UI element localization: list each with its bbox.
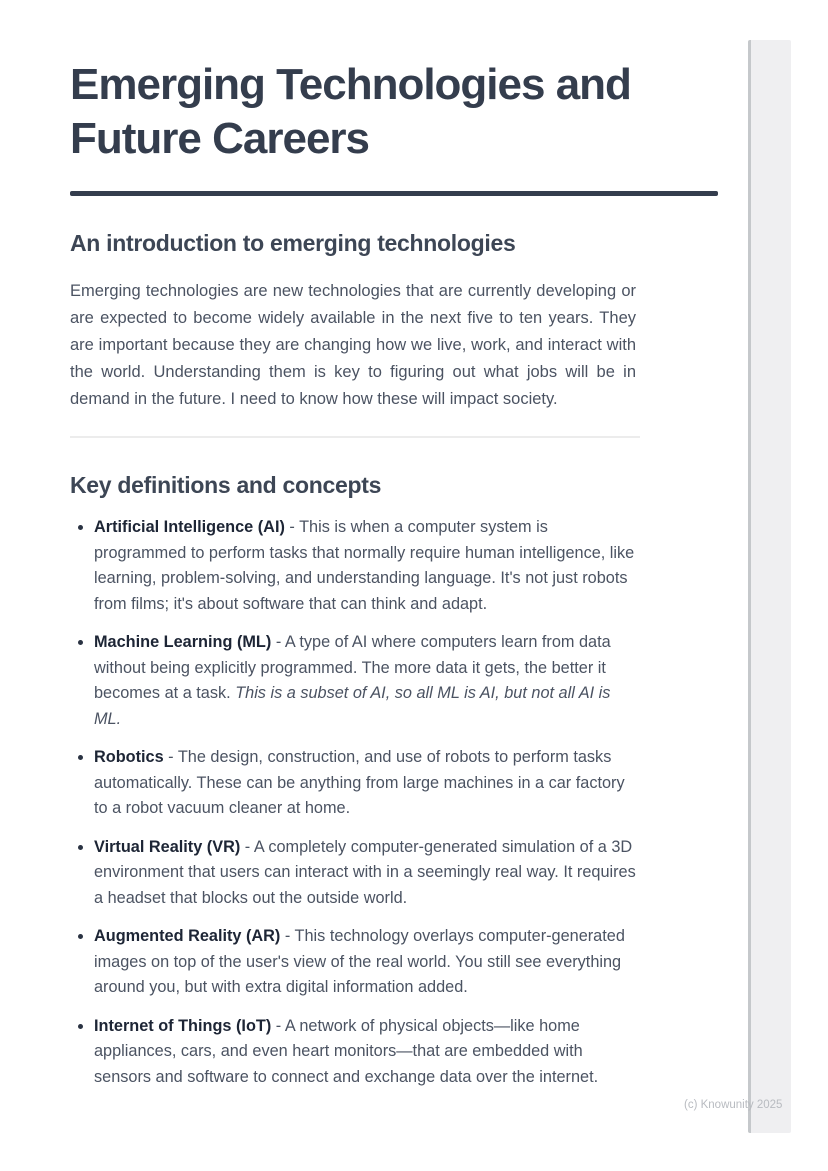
section-divider (70, 436, 640, 438)
introduction-paragraph: Emerging technologies are new technologies that are currently developing or are expected to become widely available in the next five to ten years. They are important because they are changing how we live, work, and interact with the world. Understanding them is key to figuring out what jobs will be in demand in the future. I need to know how these will impact society. (70, 282, 636, 408)
definition-item (70, 1014, 636, 1091)
bullet-icon (78, 1024, 83, 1029)
definitions-list (70, 515, 636, 1090)
definition-item (70, 835, 636, 912)
definition-item (70, 630, 636, 732)
definition-separator: - (284, 518, 300, 536)
bullet-icon (78, 845, 83, 850)
definition-term: Robotics (94, 748, 164, 766)
bullet-icon (78, 525, 83, 530)
section-heading-introduction: An introduction to emerging technologies (70, 230, 516, 256)
definition-item (70, 924, 636, 1001)
definition-item (70, 745, 636, 822)
definition-italic-note: This is a subset of AI, so all ML is AI, but not all AI is ML. (94, 684, 611, 728)
definition-description: The design, construction, and use of robots to perform tasks automatically. These can be anything from large machines in a car factory to a robot vacuum cleaner at home. (94, 748, 625, 817)
definition-description: This is when a computer system is programmed to perform tasks that normally require human intelligence, like learning, problem-solving, and understanding language. It's not just robots from films; it's about software that can think and adapt. (94, 518, 635, 613)
definition-separator: - (240, 837, 254, 856)
definition-separator: - (163, 748, 178, 766)
definition-term: Virtual Reality (VR) (94, 837, 241, 856)
definition-separator: - (271, 1016, 285, 1035)
section-heading-definitions: Key definitions and concepts (70, 472, 382, 498)
definition-description: A completely computer-generated simulation of a 3D environment that users can interact with in a seemingly real way. It requires a headset that blocks out the outside world. (94, 837, 636, 907)
definition-separator: - (280, 927, 295, 945)
definition-term: Internet of Things (IoT) (94, 1016, 272, 1035)
page-content (70, 58, 718, 1103)
definition-description: A network of physical objects—like home appliances, cars, and even heart monitors—that are embedded with sensors and software to connect and exchange data over the internet. (94, 1016, 599, 1086)
definition-description: A type of AI where computers learn from data without being explicitly programmed. The more data it gets, the better it becomes at a task. (94, 633, 611, 702)
watermark: (c) Knowunity 2025 (684, 1099, 783, 1111)
definition-term: Machine Learning (ML) (94, 633, 272, 651)
definition-item (70, 515, 636, 617)
definition-separator: - (271, 633, 285, 651)
page-title: Emerging Technologies and Future Careers (70, 60, 631, 163)
bullet-icon (78, 755, 83, 760)
definition-description: This technology overlays computer-generated images on top of the user's view of the real world. You still see everything around you, but with extra digital information added. (94, 927, 625, 996)
bullet-icon (78, 640, 83, 645)
next-page-edge (748, 40, 791, 1133)
definition-term: Artificial Intelligence (AI) (94, 518, 285, 536)
bullet-icon (78, 934, 83, 939)
title-rule (70, 191, 718, 196)
definition-term: Augmented Reality (AR) (94, 927, 281, 945)
